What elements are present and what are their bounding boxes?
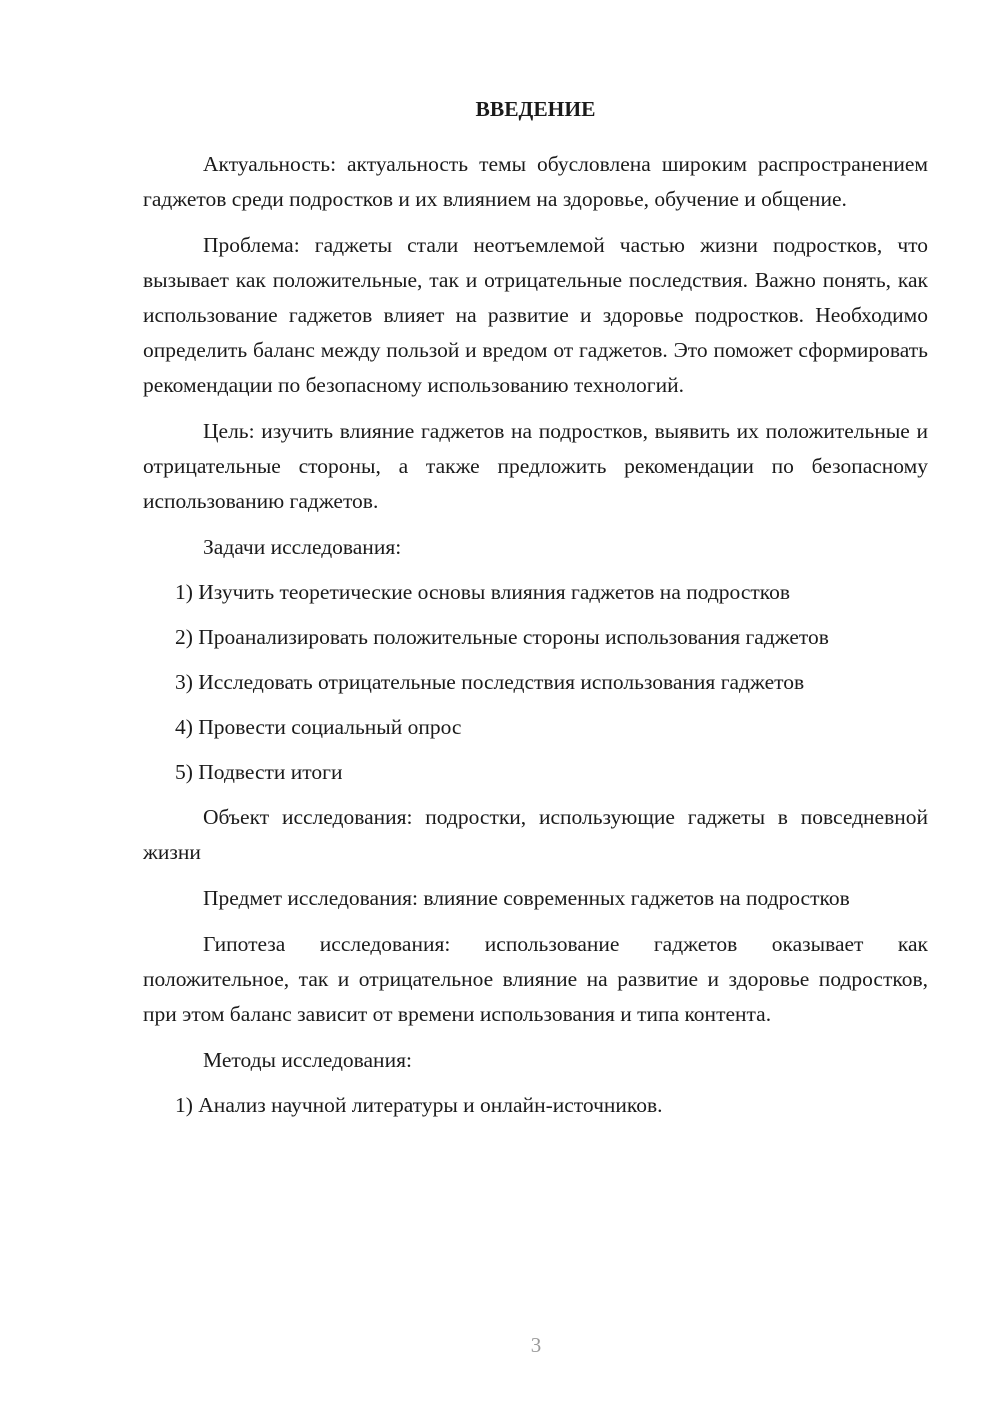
- document-page: [143, 92, 928, 1133]
- page-number: 3: [530, 1333, 542, 1357]
- task-item-1: 1) Изучить теоретические основы влияния гаджетов на подростков: [175, 580, 791, 604]
- task-item-3: 3) Исследовать отрицательные последствия использования гаджетов: [175, 670, 805, 694]
- task-item-4: 4) Провести социальный опрос: [175, 715, 462, 739]
- subject-paragraph: Предмет исследования: влияние современных гаджетов на подростков: [203, 886, 850, 910]
- method-item-1: 1) Анализ научной литературы и онлайн-источников.: [175, 1093, 663, 1117]
- goal-paragraph: Цель: изучить влияние гаджетов на подростков, выявить их положительные и отрицательные стороны, а также предложить рекомендации по безопасному использованию гаджетов.: [143, 419, 928, 513]
- problem-paragraph: Проблема: гаджеты стали неотъемлемой частью жизни подростков, что вызывает как положительные, так и отрицательные последствия. Важно понять, как использование гаджетов влияет на развитие и здоровье подростков. Необходимо определить баланс между пользой и вредом от гаджетов. Это поможет сформировать рекомендации по безопасному использованию технологий.: [143, 233, 928, 397]
- object-paragraph: Объект исследования: подростки, использующие гаджеты в повседневной жизни: [143, 805, 928, 864]
- relevance-paragraph: Актуальность: актуальность темы обусловлена широким распространением гаджетов среди подростков и их влиянием на здоровье, обучение и общение.: [143, 152, 928, 211]
- task-item-5: 5) Подвести итоги: [175, 760, 343, 784]
- hypothesis-paragraph: Гипотеза исследования: использование гаджетов оказывает как положительное, так и отрицательное влияние на развитие и здоровье подростков, при этом баланс зависит от времени использования и типа контента.: [143, 932, 928, 1026]
- methods-heading: Методы исследования:: [203, 1048, 412, 1072]
- page-title: ВВЕДЕНИЕ: [475, 97, 596, 121]
- tasks-heading: Задачи исследования:: [203, 535, 402, 559]
- task-item-2: 2) Проанализировать положительные стороны использования гаджетов: [175, 625, 829, 649]
